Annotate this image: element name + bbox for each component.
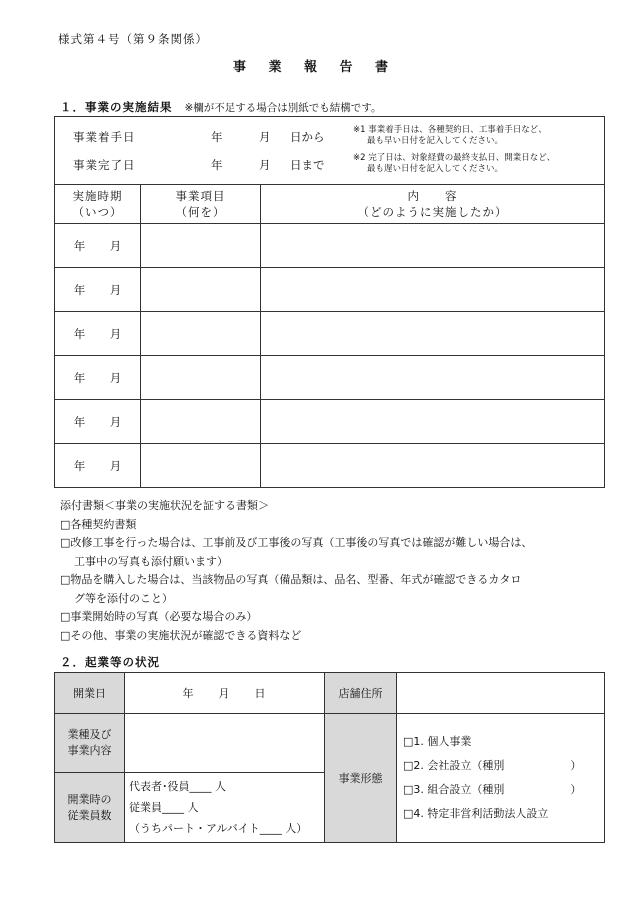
implementation-table [54, 116, 605, 488]
col-item-header: 事業項目 （何を） [141, 185, 261, 224]
item-cell-5[interactable] [141, 400, 261, 444]
table-row [55, 268, 605, 312]
end-month[interactable]: 月 [259, 158, 271, 172]
end-year[interactable]: 年 [211, 158, 223, 172]
attachment-item-2-cont: 工事中の写真も添付願います） [74, 554, 228, 568]
business-form-option-2[interactable]: □2. 会社設立（種別 ） [403, 759, 582, 772]
start-day[interactable]: 日から [290, 130, 325, 144]
table-row [55, 444, 605, 488]
period-cell-3[interactable]: 年 月 [55, 312, 141, 356]
document-title: 事 業 報 告 書 [232, 60, 398, 75]
content-cell-6[interactable] [261, 444, 605, 488]
item-cell-2[interactable] [141, 268, 261, 312]
industry-field[interactable] [125, 714, 325, 773]
period-cell [55, 117, 605, 185]
content-cell-3[interactable] [261, 312, 605, 356]
item-cell-1[interactable] [141, 224, 261, 268]
content-cell-4[interactable] [261, 356, 605, 400]
attachment-item-3[interactable]: □物品を購入した場合は、当該物品の写真（備品類は、品名、型番、年式が確認できるカタロ [60, 573, 522, 586]
employees-label: 開業時の 従業員数 [55, 773, 125, 843]
business-status-table [54, 672, 605, 843]
attachments-heading: 添付書類＜事業の実施状況を証する書類＞ [60, 499, 269, 512]
open-date-label: 開業日 [55, 673, 125, 714]
attachment-item-5[interactable]: □その他、事業の実施状況が確認できる資料など [60, 628, 302, 642]
period-cell-2[interactable]: 年 月 [55, 268, 141, 312]
table-row [55, 400, 605, 444]
business-form-option-3[interactable]: □3. 組合設立（種別 ） [403, 783, 582, 796]
content-cell-5[interactable] [261, 400, 605, 444]
end-day[interactable]: 日まで [290, 158, 325, 172]
section1-heading: １．事業の実施結果 [60, 100, 173, 114]
period-cell-5[interactable]: 年 月 [55, 400, 141, 444]
start-year[interactable]: 年 [211, 130, 223, 144]
attachment-item-1[interactable]: □各種契約書類 [60, 517, 137, 531]
business-form-option-4[interactable]: □4. 特定非営利活動法人設立 [403, 807, 549, 820]
period-cell-1[interactable]: 年 月 [55, 224, 141, 268]
attachments-list [60, 497, 590, 645]
period-cell-6[interactable]: 年 月 [55, 444, 141, 488]
col-content-header: 内 容 （どのように実施したか） [261, 185, 605, 224]
item-cell-4[interactable] [141, 356, 261, 400]
attachment-item-4[interactable]: □事業開始時の写真（必要な場合のみ） [60, 610, 258, 623]
table-row [55, 224, 605, 268]
end-date-label: 事業完了日 [73, 158, 136, 172]
employees-field[interactable] [125, 773, 325, 843]
business-form-option-1[interactable]: □1. 個人事業 [403, 735, 472, 748]
table-header-row [55, 185, 605, 224]
table-row [55, 356, 605, 400]
period-cell-4[interactable]: 年 月 [55, 356, 141, 400]
executives-count[interactable]: 代表者･役員____ 人 [129, 780, 226, 793]
attachment-item-3-cont: グ等を添付のこと） [74, 591, 173, 605]
section1-note: ※欄が不足する場合は別紙でも結構です。 [184, 102, 382, 114]
section1-heading-line [60, 99, 381, 115]
start-month[interactable]: 月 [259, 130, 271, 144]
address-field[interactable] [397, 673, 605, 714]
address-label: 店舗住所 [325, 673, 397, 714]
employees-count[interactable]: 従業員____ 人 [129, 801, 199, 814]
item-cell-3[interactable] [141, 312, 261, 356]
business-form-options [397, 714, 605, 843]
note1: ※1 事業着手日は、各種契約日、工事着手日など、 最も早い日付を記入してください。 [353, 125, 547, 146]
start-date-label: 事業着手日 [73, 130, 136, 144]
col-period-header: 実施時期 （いつ） [55, 185, 141, 224]
note2: ※2 完了日は、対象経費の最終支払日、開業日など、 最も遅い日付を記入してください。 [353, 153, 556, 174]
industry-label: 業種及び 事業内容 [55, 714, 125, 773]
open-date-field[interactable]: 年 月 日 [125, 673, 325, 714]
content-cell-1[interactable] [261, 224, 605, 268]
part-time-count[interactable]: （うちパート・アルバイト____ 人） [129, 822, 308, 835]
attachment-item-2[interactable]: □改修工事を行った場合は、工事前及び工事後の写真（工事後の写真では確認が難しい場合は、 [60, 536, 533, 549]
business-form-label: 事業形態 [325, 714, 397, 843]
content-cell-2[interactable] [261, 268, 605, 312]
form-number: 様式第４号（第９条関係） [58, 32, 208, 46]
item-cell-6[interactable] [141, 444, 261, 488]
table-row [55, 312, 605, 356]
section2-heading: ２．起業等の状況 [60, 655, 160, 669]
